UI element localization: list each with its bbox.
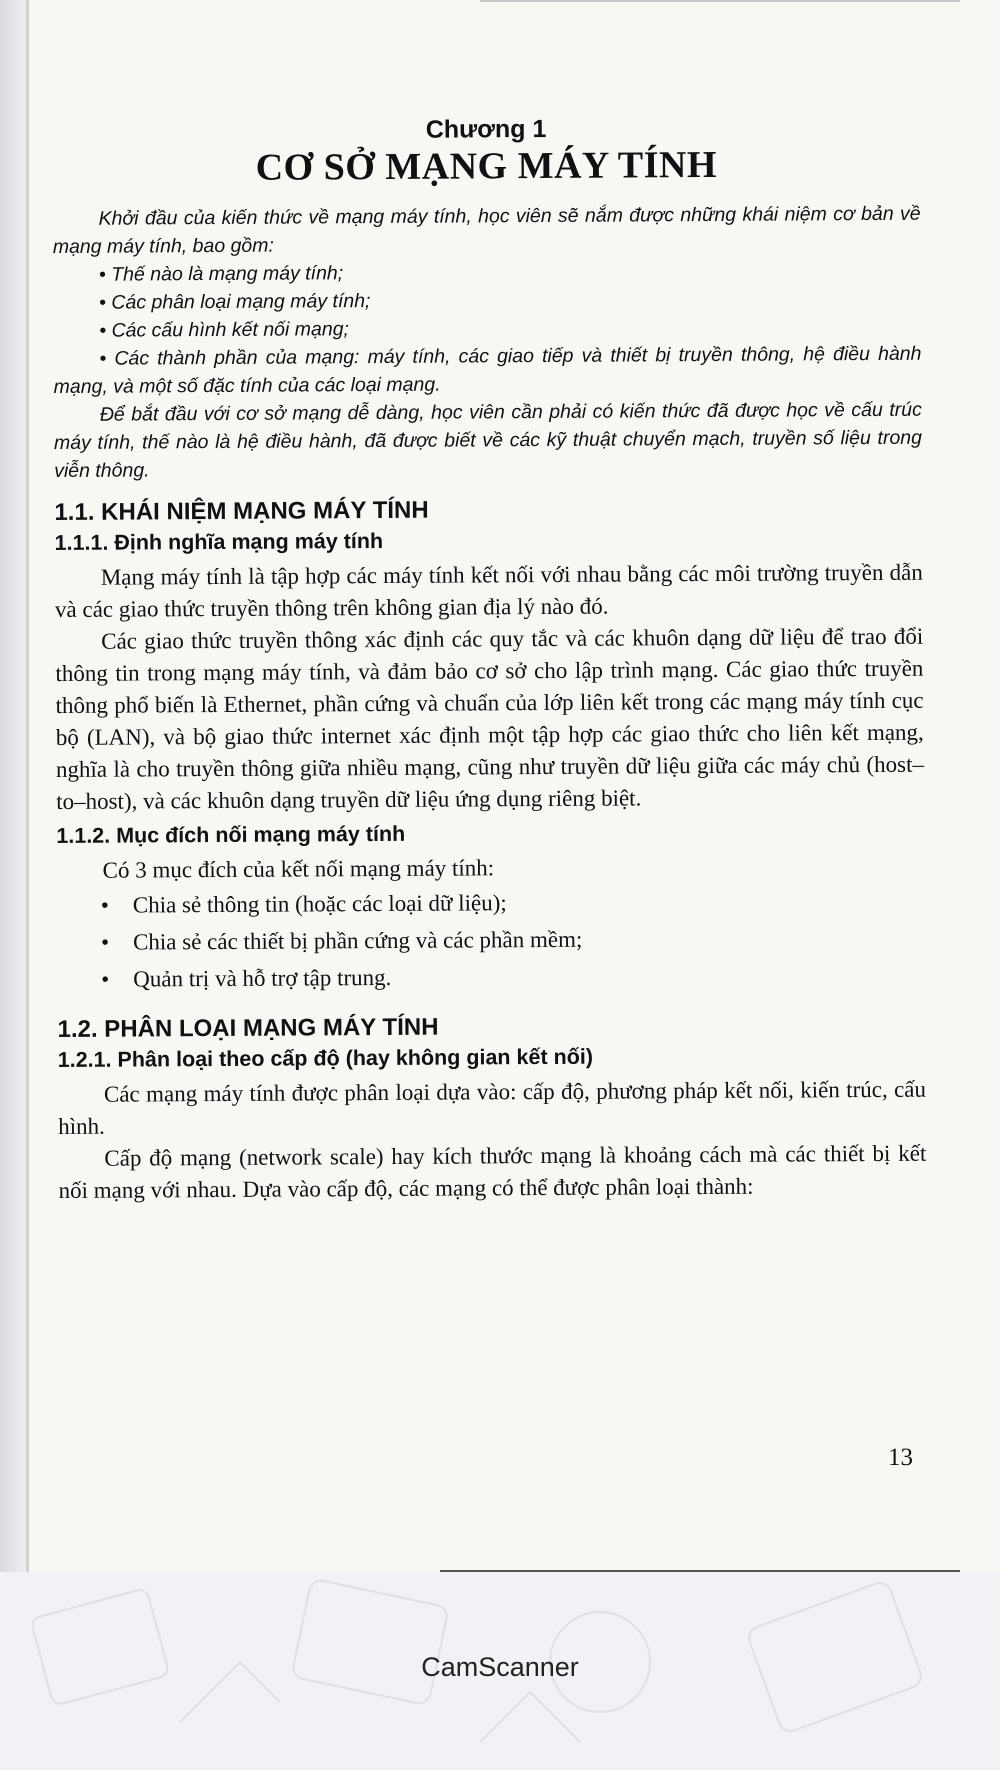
section-heading-1-1: 1.1. KHÁI NIỆM MẠNG MÁY TÍNH bbox=[54, 496, 429, 526]
list-item-text: Chia sẻ thông tin (hoặc các loại dữ liệu); bbox=[132, 890, 507, 918]
list-item bbox=[57, 882, 925, 924]
intro-paragraph: Khởi đầu của kiến thức về mạng máy tính, học viên sẽ nắm được những khái niệm cơ bản về mạng máy tính, bao gồm: bbox=[52, 202, 921, 258]
list-item bbox=[57, 956, 925, 998]
section-heading-1-2: 1.2. PHÂN LOẠI MẠNG MÁY TÍNH bbox=[57, 1013, 439, 1043]
page-content bbox=[52, 113, 927, 1207]
camscanner-watermark: CamScanner bbox=[421, 1652, 579, 1682]
book-spine-edge bbox=[26, 0, 29, 1572]
protocols-paragraph: Các giao thức truyền thông xác định các quy tắc và các khuôn dạng dữ liệu để trao đổi thông tin trong mạng máy tính, và đảm bảo cơ sở cho lập trình mạng. Các giao thức truyền thông phổ biến là Ethernet, phần cứng và chuẩn của lớp liên kết trong các mạng máy tính cục bộ (LAN), và bộ giao thức internet xác định một tập hợp các giao thức cho liên kết mạng, nghĩa là cho truyền thông giữa nhiều mạng, cũng như truyền dữ liệu giữa các máy chủ (host–to–host), và các khuôn dạng truyền dữ liệu ứng dụng riêng biệt. bbox=[55, 623, 925, 814]
purpose-list bbox=[57, 882, 926, 998]
network-scale-paragraph: Cấp độ mạng (network scale) hay kích thước mạng là khoảng cách mà các thiết bị kết nối mạng với nhau. Dựa vào cấp độ, các mạng có thể được phân loại thành: bbox=[58, 1140, 927, 1203]
list-item bbox=[57, 919, 925, 961]
classification-paragraph: Các mạng máy tính được phân loại dựa vào: cấp độ, phương pháp kết nối, kiến trúc, cấu hình. bbox=[58, 1076, 927, 1139]
list-item-text: Quản trị và hỗ trợ tập trung. bbox=[133, 964, 392, 992]
scanner-footer bbox=[0, 1572, 1000, 1770]
intro-bullet: • Các cấu hình kết nối mạng; bbox=[99, 318, 350, 342]
purpose-intro: Có 3 mục đích của kết nối mạng máy tính: bbox=[102, 855, 495, 883]
chapter-label: Chương 1 bbox=[425, 114, 547, 144]
intro-bullet: • Các phân loại mạng máy tính; bbox=[99, 290, 371, 314]
definition-paragraph: Mạng máy tính là tập hợp các máy tính kết nối với nhau bằng các môi trường truyền dẫn và các giao thức truyền thông trên không gian địa lý nào đó. bbox=[54, 559, 923, 622]
book-spine-shadow bbox=[0, 0, 26, 1572]
chapter-intro bbox=[53, 200, 923, 485]
chapter-title: CƠ SỞ MẠNG MÁY TÍNH bbox=[255, 143, 718, 189]
list-item-text: Chia sẻ các thiết bị phần cứng và các phần mềm; bbox=[132, 926, 583, 955]
subsection-heading-1-1-2: 1.1.2. Mục đích nối mạng máy tính bbox=[56, 821, 406, 848]
intro-bullet: • Các thành phần của mạng: máy tính, các giao tiếp và thiết bị truyền thông, hệ điều hành mạng, và một số đặc tính của các loại mạng. bbox=[53, 342, 922, 398]
page-number: 13 bbox=[888, 1444, 913, 1471]
intro-paragraph-2: Để bắt đầu với cơ sở mạng dễ dàng, học viên cần phải có kiến thức đã được học về cấu trúc máy tính, thế nào là hệ điều hành, đã được biết về các kỹ thuật chuyển mạch, truyền số liệu trong viễn thông. bbox=[53, 398, 923, 482]
subsection-heading-1-2-1: 1.2.1. Phân loại theo cấp độ (hay không gian kết nối) bbox=[57, 1044, 594, 1072]
top-edge-line bbox=[480, 0, 960, 2]
intro-bullet: • Thế nào là mạng máy tính; bbox=[98, 262, 344, 286]
subsection-heading-1-1-1: 1.1.1. Định nghĩa mạng máy tính bbox=[54, 528, 384, 555]
